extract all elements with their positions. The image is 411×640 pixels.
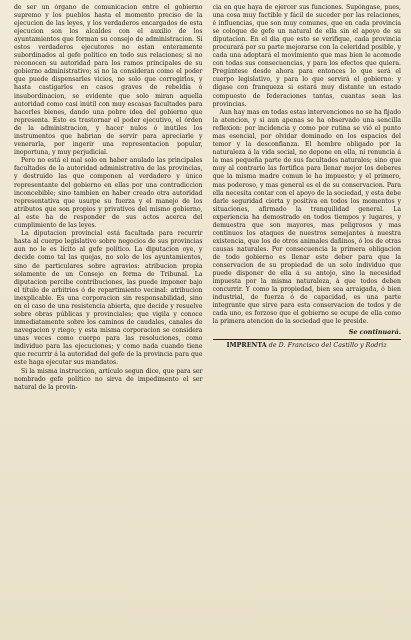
continuation-note: Se continuará.: [348, 328, 401, 337]
paragraph: de ser un órgano de comunicacion entre el gobierno supremo y los pueblos hasta el momento preciso de la ejecucion de las leyes, y los verdaderos encargados de esta ejecucion son los alcaldes con el auxilio de los ayuntamientos que forman su consejo de administracion. Si estos verdaderos ejecutores no estan enteramente subordinados al gefe político en todo sus relaciones; si no reconocen su autoridad para los ramos principales de su gobierno administrativo; si no la consideran como el poder que puede dispensarles vicios, no solo que corregirlos, y hasta castigarlos en casos graves de rebeldía ó insubordinacion, se evidente que solo miran aquella autoridad como casi inútil con muy escasas facultades para hacerles bienes, dando una pobre idea del gobierno que representa. Esto es trastornar el poder ejecutivo, el órden de la administracion, y hacer nulos ó inútiles los instrumentos que habrian de servir para apreciarle y venerarla, por ingerir una representacion popular, inoportuna, y muy perjudicial.: [14, 4, 203, 156]
paragraph: Pero no está el mal solo en haber anulado las principales facultades de la autoridad administrativa de las provincias, y destruido las que componen al verdadero y único representante del gobierno en ellas por una contradiccion inconcebible; sino tambien en haber creado otra autoridad representativa que usurpe su fuerza y el manejo de los atributos que son propios y privativos del mismo gobierno, al este ha de responder de sus actos acerca del cumplimiento de las leyes.: [14, 157, 203, 229]
divider-rule: [213, 339, 402, 340]
imprint-name: de D. Francisco del Castillo y Rodriz: [266, 342, 387, 350]
paragraph: Si la misma instruccion, artículo segun dice, que para ser nombrado gefe político no sirva de impedimento el ser natural de la provin-: [14, 367, 203, 391]
imprint-prefix: IMPRENTA: [226, 342, 267, 350]
right-column: [213, 4, 402, 634]
paragraph: Aun hay mas en todas estas intervenciones no se ha fijado la atencion, y si aun apenas se ha observado una sencilla reflexion: por incidencia y como por rutina se vió el punto mas esencial, por olvidar dominado en los espacios del temor y la desconfianza. El hombre obligado por la naturaleza á la vida social, no depone en ella, ni renuncia á la mas pequeña parte de sus facultades naturales; sino que muy al contrario las fortifica para llenar mejor los deberes que la misma madre comun le ha impuesto; y el primero, mas poderoso, y mas general es el de su conservacion. Para ella necesita contar con el apoyo de la sociedad, y esta debe darle seguridad cierta y positiva en todos los momentos y situaciones, afirmado la tranquilidad general. La experiencia ha demostrado en todos tiempos y lugares, y demuestra que son mayores, mas peligrosos y mas continuos los ataques de nuestros semejantes á nuestra existencia, que los de otros animales dañinos, ó los de otras causas naturales. Por consecuencia la primera obligacion de todo gobierno es llenar este deber para que la conservacion de su propiedad de un solo individuo que puede disponer de ella á su antojo, sino la necesidad impuesta por la misma naturaleza, á que todos deben concurrir. Y como la propiedad, bien sea arraigada, ó bien industrial, de fuerza ó de capacidad, es una parte integrante que sirve para esta conservacion de todos y de cada uno, es forzoso que el gobierno se ocupe de ella como la primera atencion de la sociedad que le preside.: [212, 109, 401, 326]
left-column: [14, 4, 203, 634]
paragraph: La diputacion provincial está facultada para recurrir hasta al cuerpo legislativo sobre negocios de sus provincias aun no le es lícito al gefe político. La diputacion oye, y decide como tal las quejas, no solo de los ayuntamientos, sino de particulares sobre agravios: atribucion propia solamente de un Consejo en forma de Tribunal. La diputacion percibe contribuciones, las puede imponer bajo el título de arbitrios ó de repartimiento vecinal: atribucion inexplicable. Es una corporacion sin responsabilidad, sino en el caso de una resistencia abierta, que decide y resuelve sobre obras públicas y provinciales; que vigila y conoce inmediatamente sobre los caminos de caudales, canales de navegacion y riego; y esta misma corporacion se considera unas veces como cuerpo para las resoluciones, como individuo para las ejecuciones; y como nada cuando tiene que recurrir á la autoridad del gefe de la provincia para que este haga ejecutar sus mandatos.: [14, 230, 203, 367]
text-columns: [14, 4, 401, 634]
paragraph: cia en que haya de ejercer sus funciones. Supóngase, pues, una cosa muy factible y fácil de suceder por las relaciones, é influencias, que son muy comunes, que en cada provincia se coloque de gefe un natural de ella sin el apoyo de su diputacion. En el dia que esto se verifique, cada provincia procurará por su parte mejorarse con la celeridad posible, y cada una adoptará el movimiento que mas bien le acomode con todas sus consecuencias, y para los efectos que quiera. Pregúntese desde ahora para entonces lo que será el cuerpo legislativo, y para lo que servirá el gobierno: y dígase con franqueza si estará muy distante un estado compuesto de federaciones tantas, cuantas sean las provincias.: [212, 4, 401, 108]
printer-imprint: [213, 342, 402, 350]
